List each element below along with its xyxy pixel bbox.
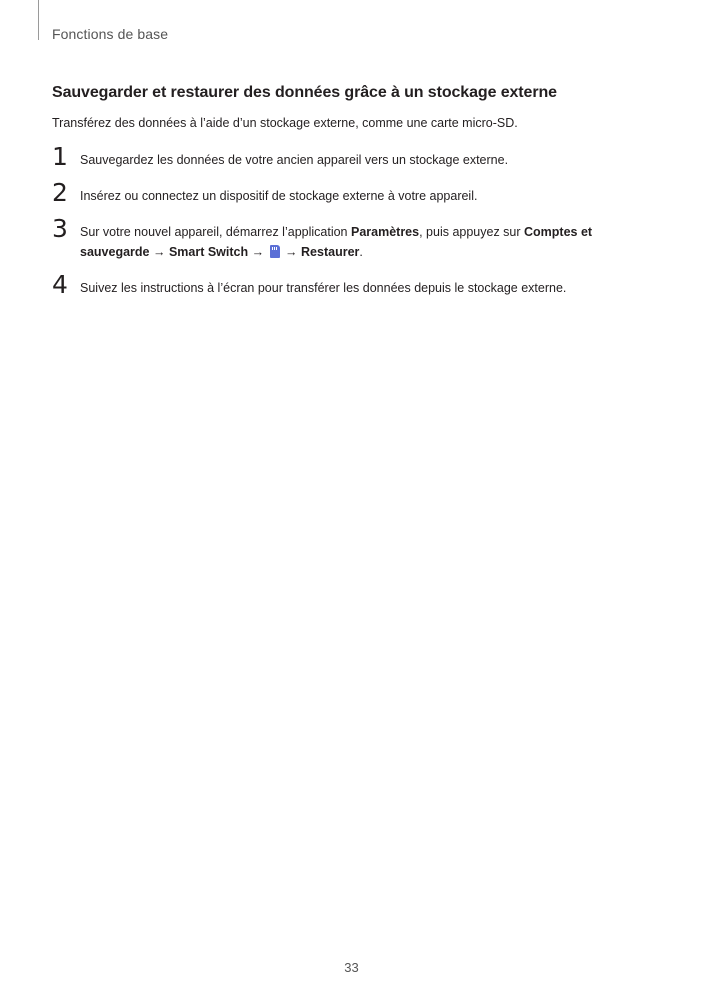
menu-accounts-backup: Comptes et sauvegarde	[80, 225, 593, 259]
app-name-settings: Paramètres	[350, 225, 420, 239]
step-item	[52, 142, 652, 171]
step-text-suffix: .	[359, 245, 363, 259]
step-text: Sauvegardez les données de votre ancien appareil vers un stockage externe.	[80, 153, 509, 167]
step-text	[80, 218, 652, 262]
arrow-separator: →	[248, 245, 268, 259]
step-item	[52, 214, 652, 262]
header-rule	[38, 0, 39, 40]
step-text-middle: , puis appuyez sur	[419, 225, 525, 239]
step-item	[52, 178, 652, 207]
arrow-separator: →	[281, 245, 302, 259]
menu-restore: Restaurer	[301, 245, 360, 259]
step-number: 3	[52, 214, 68, 243]
step-number: 4	[52, 270, 68, 299]
intro-text: Transférez des données à l’aide d’un stockage externe, comme une carte micro-SD.	[52, 116, 518, 130]
step-item	[52, 270, 652, 299]
step-number: 2	[52, 178, 68, 207]
menu-smart-switch: Smart Switch	[168, 245, 249, 259]
step-number: 1	[52, 142, 68, 171]
step-text-prefix: Sur votre nouvel appareil, démarrez l’application	[80, 225, 351, 239]
section-label: Fonctions de base	[52, 26, 169, 42]
sd-card-icon	[270, 245, 280, 258]
step-text: Suivez les instructions à l’écran pour transférer les données depuis le stockage externe.	[80, 281, 567, 295]
steps-list	[52, 142, 652, 299]
page-title: Sauvegarder et restaurer des données grâce à un stockage externe	[52, 84, 557, 101]
step-text: Insérez ou connectez un dispositif de stockage externe à votre appareil.	[80, 189, 478, 203]
arrow-separator: →	[149, 245, 169, 259]
page-number: 33	[344, 960, 359, 975]
